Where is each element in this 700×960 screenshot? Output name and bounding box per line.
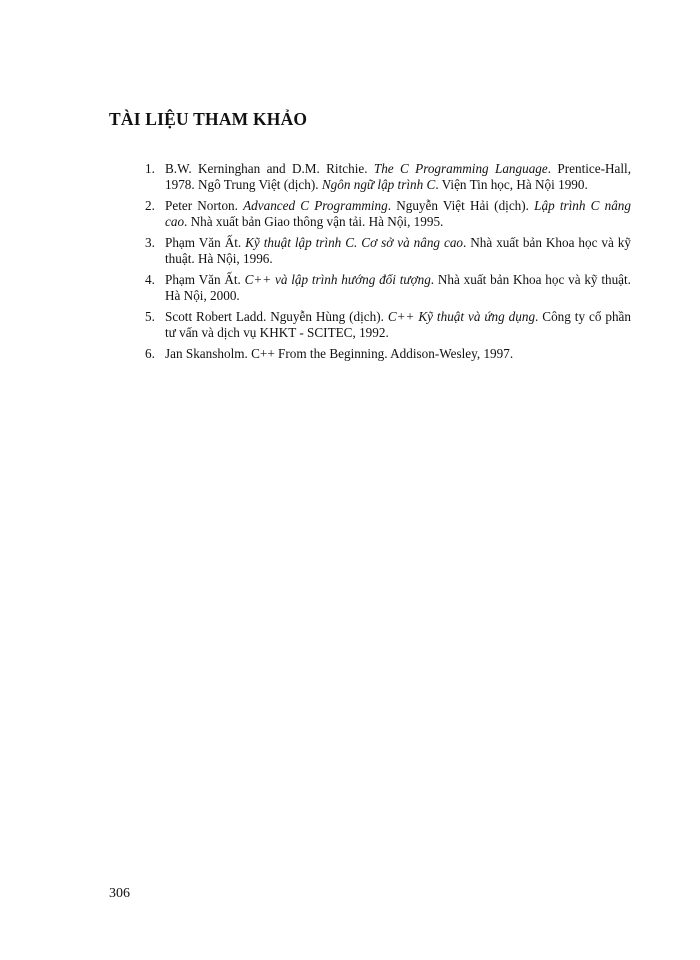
reference-text: . Nhà xuất bản Khoa học và kỹ thuật. Hà Nội, 2000. bbox=[165, 272, 631, 303]
page-number: 306 bbox=[109, 886, 130, 901]
reference-item bbox=[145, 235, 631, 266]
reference-text: . Nhà xuất bản Khoa học và kỹ thuật. Hà Nội, 1996. bbox=[165, 235, 631, 266]
reference-number: 2. bbox=[145, 198, 155, 213]
reference-text: Jan Skansholm. C++ From the Beginning. Addison-Wesley, 1997. bbox=[165, 346, 514, 361]
reference-number: 6. bbox=[145, 346, 155, 361]
reference-number: 4. bbox=[145, 272, 155, 287]
page-title: TÀI LIỆU THAM KHẢO bbox=[109, 109, 308, 129]
reference-text: Phạm Văn Ất. bbox=[165, 272, 245, 287]
reference-text: B.W. Kerninghan and D.M. Ritchie. bbox=[165, 161, 374, 176]
reference-number: 3. bbox=[145, 235, 155, 250]
reference-text: Peter Norton. bbox=[165, 198, 244, 213]
reference-text: . Nhà xuất bản Giao thông vận tải. Hà Nội, 1995. bbox=[184, 213, 444, 229]
reference-title: C++ Kỹ thuật và ứng dụng bbox=[387, 309, 536, 324]
reference-item bbox=[145, 272, 631, 303]
reference-text: Phạm Văn Ất. bbox=[165, 235, 246, 250]
reference-title: Lập trình C nâng cao bbox=[165, 198, 631, 229]
reference-item bbox=[145, 198, 631, 229]
reference-item bbox=[145, 309, 631, 340]
reference-title: The C Programming Language bbox=[373, 161, 548, 176]
reference-number: 1. bbox=[145, 161, 155, 176]
reference-list bbox=[145, 161, 631, 368]
reference-text: . Công ty cổ phần tư vấn và dịch vụ KHKT - SCITEC, 1992. bbox=[165, 309, 631, 340]
reference-text: Scott Robert Ladd. Nguyễn Hùng (dịch). bbox=[165, 309, 388, 324]
reference-title: Advanced C Programming bbox=[243, 198, 388, 213]
reference-item bbox=[145, 161, 631, 192]
reference-text: . Nguyễn Việt Hải (dịch). bbox=[387, 198, 535, 213]
reference-text: . Prentice-Hall, 1978. Ngô Trung Việt (dịch). bbox=[165, 161, 631, 192]
reference-number: 5. bbox=[145, 309, 155, 324]
reference-item bbox=[145, 346, 631, 362]
reference-text: . Viện Tin học, Hà Nội 1990. bbox=[435, 176, 588, 192]
reference-title: C++ và lập trình hướng đối tượng bbox=[244, 272, 431, 287]
reference-title: Kỹ thuật lập trình C. Cơ sở và nâng cao bbox=[245, 235, 464, 250]
reference-title: Ngôn ngữ lập trình C bbox=[321, 176, 436, 192]
